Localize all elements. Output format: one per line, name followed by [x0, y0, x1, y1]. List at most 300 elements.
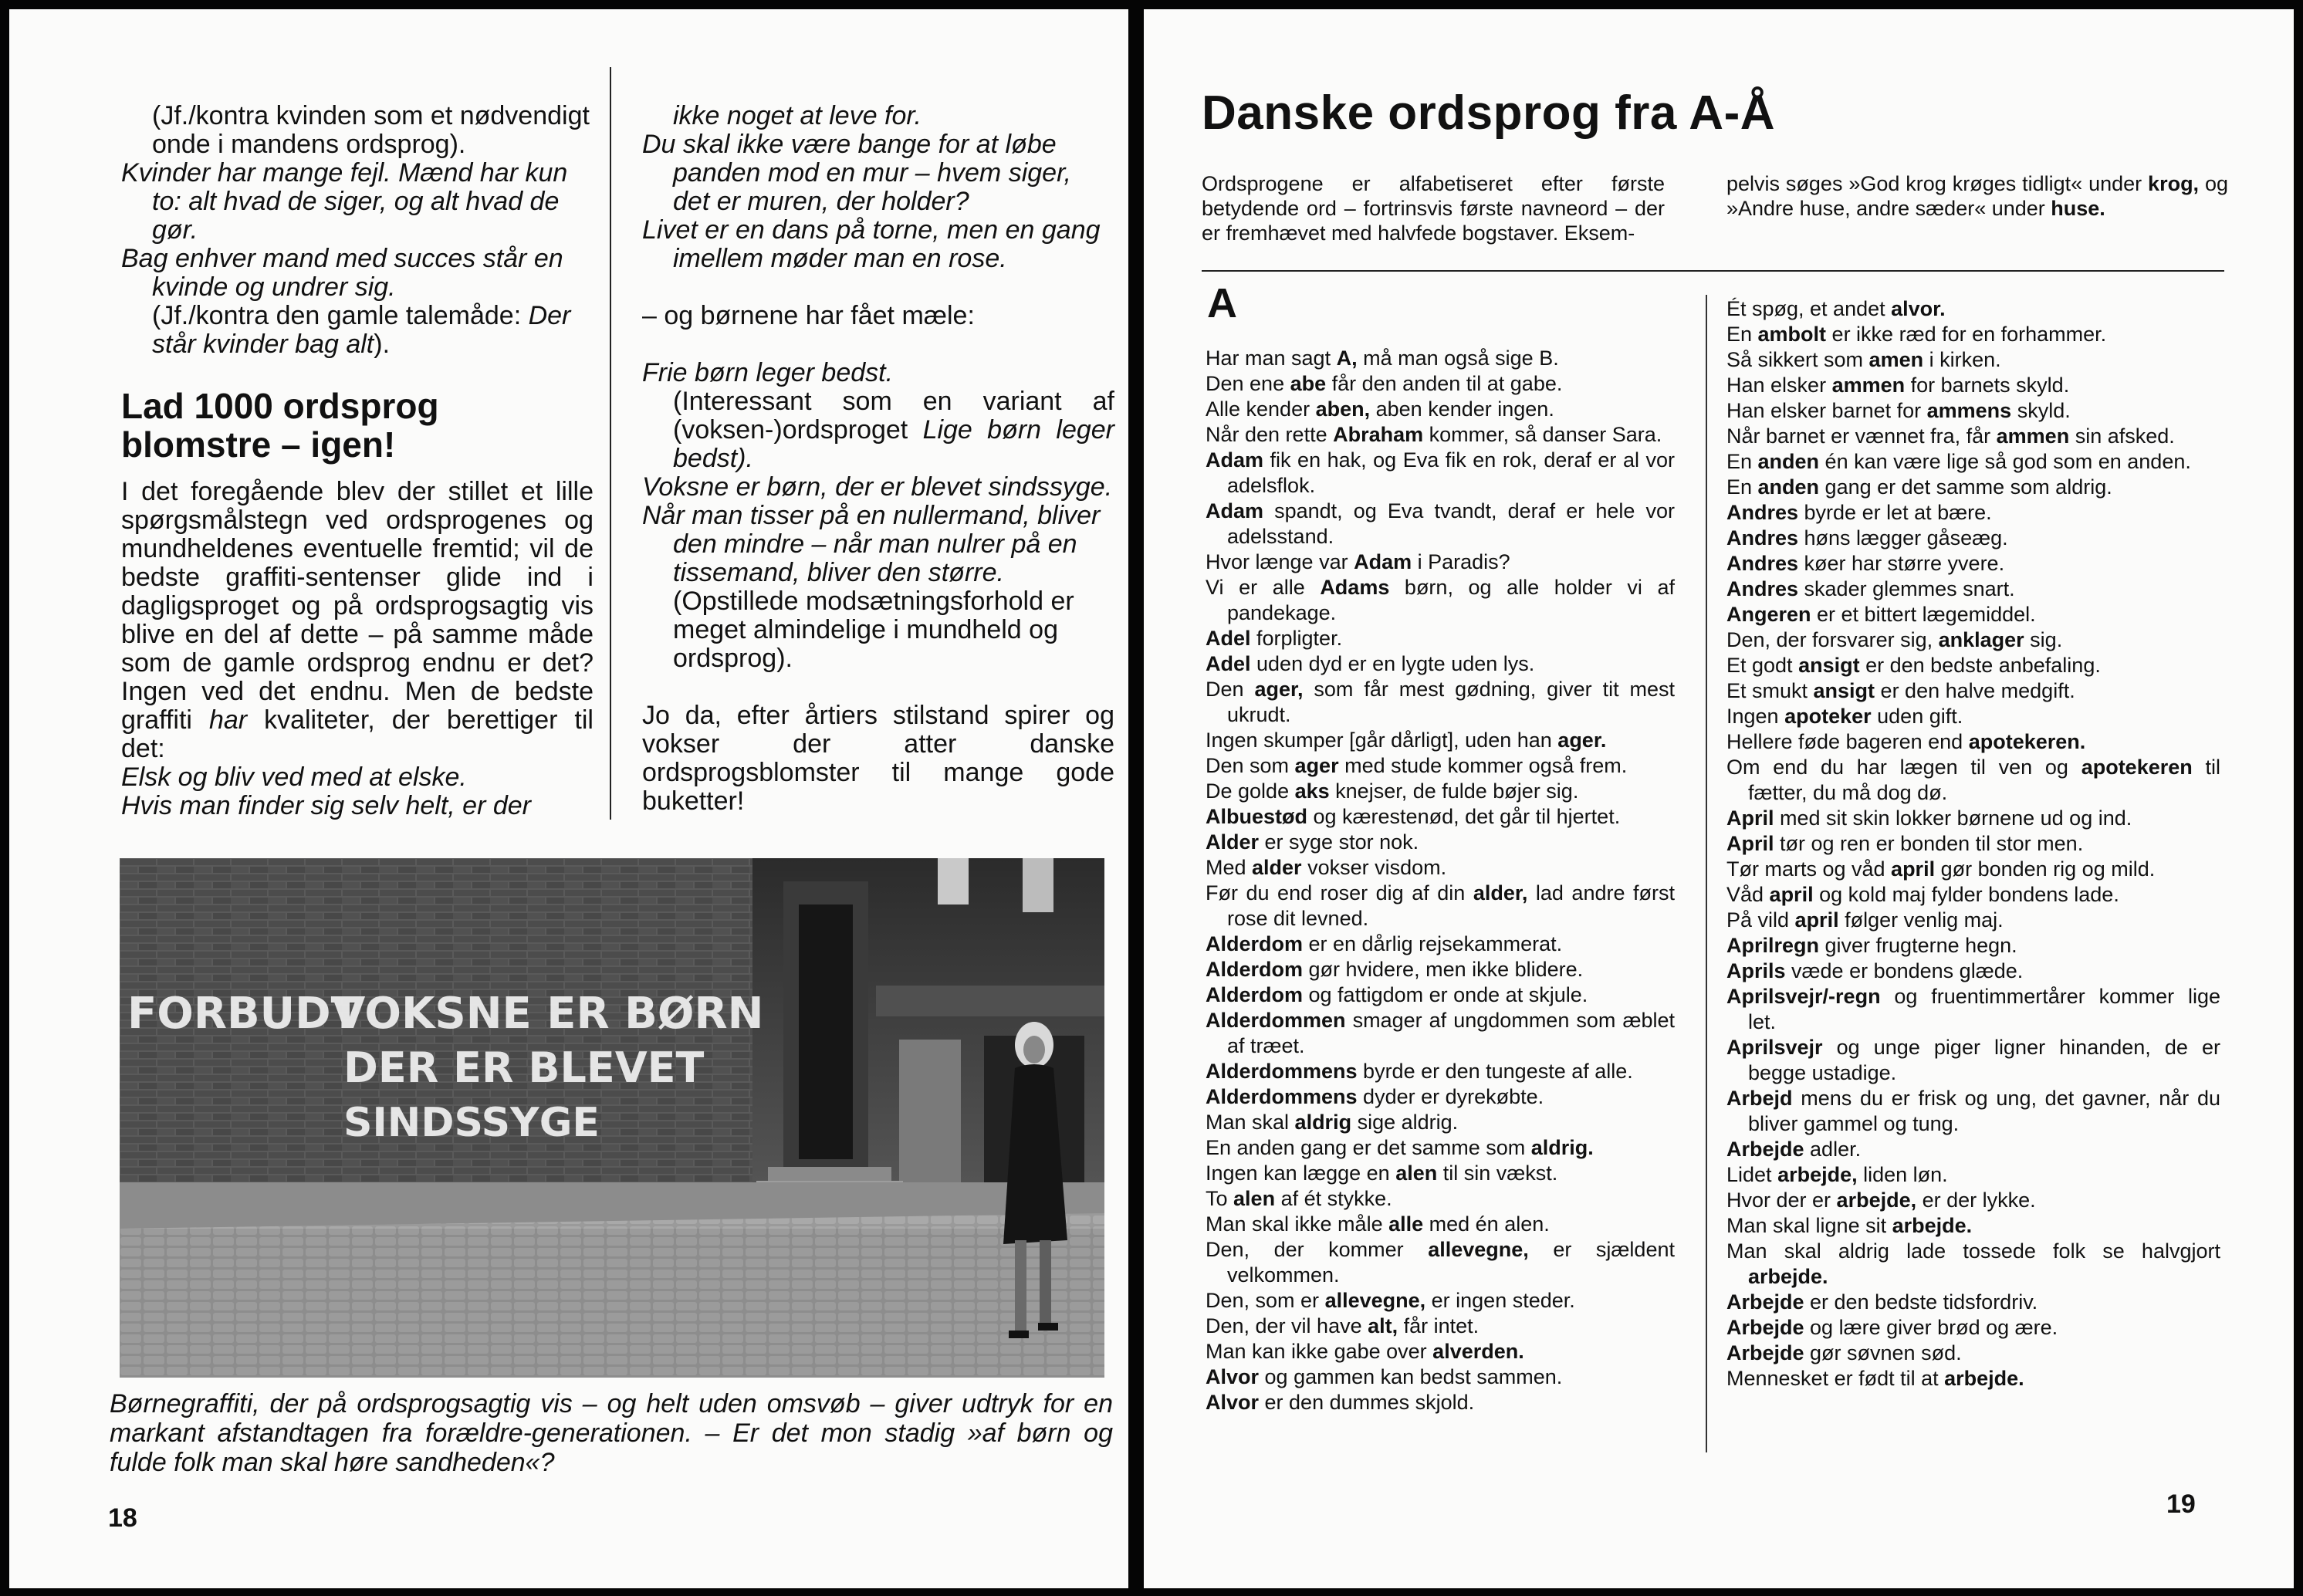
proverb-text: Den, der kommer: [1206, 1238, 1429, 1261]
proverb-text: er der lykke.: [1916, 1189, 2036, 1212]
proverb-keyword: allevegne,: [1324, 1289, 1426, 1312]
horizontal-rule: [1202, 270, 2224, 272]
proverb-keyword: Aprilsvejr: [1726, 1036, 1823, 1059]
proverb-text: forpligter.: [1250, 627, 1343, 650]
proverb-text: uden gift.: [1871, 705, 1963, 728]
proverb-entry: [1206, 779, 1675, 804]
proverb-text: og lære giver brød og ære.: [1804, 1316, 2058, 1339]
proverb-keyword: alverden.: [1432, 1340, 1524, 1363]
proverb-text: Den som: [1206, 754, 1295, 777]
proverb-keyword: anklager: [1938, 628, 2024, 651]
proverb-text: Ingen: [1726, 705, 1785, 728]
proverb-entry: [1206, 346, 1675, 371]
intro-2-text-b: og »Andre huse, andre sæder« under: [1726, 172, 2228, 220]
proverb-keyword: Arbejde: [1726, 1341, 1804, 1364]
proverb-text: er den halve medgift.: [1875, 679, 2075, 702]
proverb-keyword: allevegne,: [1428, 1238, 1529, 1261]
proverb-keyword: alen: [1233, 1187, 1276, 1210]
col2-list-quote: (Opstillede modsætningsforhold er meget almindelige i mundheld og ordsprog).: [673, 587, 1074, 673]
proverb-text: og kold maj fylder bondens lade.: [1813, 883, 2119, 906]
col1-bottom-quote: Hvis man finder sig selv helt, er der: [121, 791, 531, 820]
proverb-text: giver frugterne hegn.: [1819, 934, 2017, 957]
proverb-entry: [1726, 1290, 2220, 1315]
proverb-keyword: Adam: [1206, 499, 1264, 522]
col2-top-quote: Du skal ikke være bange for at løbe panden mod en mur – hvem siger, det er muren, der holder?: [642, 130, 1071, 216]
proverb-entry: [1726, 984, 2220, 1035]
proverb-keyword: Andres: [1726, 501, 1799, 524]
proverb-text: sige aldrig.: [1351, 1111, 1459, 1134]
proverb-entry: [1206, 881, 1675, 932]
graffiti-photo: [120, 858, 1104, 1378]
right-page: [1144, 9, 2294, 1588]
proverb-keyword: ansigt: [1813, 679, 1875, 702]
proverb-text: får den anden til at gabe.: [1326, 372, 1563, 395]
proverb-entry: [1206, 1390, 1675, 1415]
proverb-entry: [1726, 500, 2220, 526]
jf-note-end: ).: [374, 330, 391, 359]
proverb-text: Ét spøg, et andet: [1726, 297, 1892, 320]
proverb-keyword: ambolt: [1757, 323, 1827, 346]
proverb-text: smager af ungdommen som æblet af træet.: [1227, 1009, 1675, 1057]
graffiti-line-2: DER ER BLEVET: [343, 1043, 705, 1092]
proverb-keyword: arbejde.: [1748, 1265, 1828, 1288]
proverb-keyword: Alderdommen: [1206, 1009, 1346, 1032]
proverb-text: Hvor der er: [1726, 1189, 1837, 1212]
proverb-text: Hvor længe var: [1206, 550, 1354, 573]
proverb-entry: [1726, 526, 2220, 551]
proverb-entry: [1206, 982, 1675, 1008]
proverb-text: er den dummes skjold.: [1259, 1391, 1475, 1414]
proverb-keyword: Alderdommens: [1206, 1085, 1358, 1108]
proverb-entry: [1726, 755, 2220, 806]
proverb-keyword: Alderdom: [1206, 932, 1304, 955]
proverb-keyword: ammen: [1831, 374, 1906, 397]
proverb-keyword: arbejde,: [1777, 1163, 1858, 1186]
proverb-text: er ikke ræd for en forhammer.: [1826, 323, 2107, 346]
body-end: kvaliteter, der berettiger til det:: [121, 705, 594, 763]
proverb-keyword: Aprilregn: [1726, 934, 1820, 957]
proverb-text: Så sikkert som: [1726, 348, 1869, 371]
proverb-entry: [1726, 551, 2220, 577]
proverb-text: Et smukt: [1726, 679, 1814, 702]
proverb-keyword: Andres: [1726, 552, 1799, 575]
proverb-keyword: Alderdommens: [1206, 1060, 1358, 1083]
proverb-entry: [1206, 804, 1675, 830]
children-intro: – og børnene har fået mæle:: [642, 301, 975, 330]
left-column-1: [121, 102, 594, 820]
proverb-entry: [1726, 857, 2220, 882]
graffiti-line-1: VOKSNE ER BØRN: [332, 989, 764, 1039]
proverb-text: gang er det samme som aldrig.: [1819, 475, 2112, 499]
proverb-text: lad andre først rose dit levned.: [1227, 881, 1675, 930]
proverb-entry: [1726, 831, 2220, 857]
proverb-text: af ét stykke.: [1275, 1187, 1392, 1210]
proverb-entry: [1206, 830, 1675, 855]
proverb-text: følger venlig maj.: [1838, 908, 2004, 932]
proverb-entry: [1726, 704, 2220, 729]
children-quote-1: Frie børn leger bedst.: [642, 358, 894, 387]
proverb-entry: [1206, 1237, 1675, 1288]
proverb-entry: [1726, 1086, 2220, 1137]
proverb-keyword: Adam: [1206, 448, 1264, 472]
proverb-keyword: amen: [1868, 348, 1924, 371]
page-number-left: 18: [108, 1503, 137, 1533]
proverb-text: uden dyd er en lygte uden lys.: [1250, 652, 1535, 675]
proverb-entry: [1726, 347, 2220, 373]
proverb-entry: [1206, 1161, 1675, 1186]
proverb-text: skader glemmes snart.: [1798, 577, 2015, 600]
proverb-entry: [1206, 1110, 1675, 1135]
proverb-text: gør hvidere, men ikke blidere.: [1303, 958, 1584, 981]
proverb-keyword: Adams: [1320, 576, 1390, 599]
proverb-keyword: anden: [1757, 475, 1820, 499]
note-pre: (Interessant som en variant af (voksen-)ordsproget: [673, 387, 1114, 445]
proverb-keyword: Alderdom: [1206, 958, 1304, 981]
proverb-entry: [1206, 753, 1675, 779]
proverb-text: er den bedste tidsfordriv.: [1804, 1290, 2038, 1314]
proverb-entry: [1206, 651, 1675, 677]
proverb-keyword: ammen: [1996, 424, 2070, 448]
proverb-entry: [1206, 1084, 1675, 1110]
proverb-text: Man skal aldrig lade tossede folk se halvgjort: [1726, 1239, 2220, 1263]
proverb-list-col1: [1206, 346, 1675, 1415]
proverb-entry: [1726, 296, 2220, 322]
proverb-entry: [1726, 1035, 2220, 1086]
proverb-text: Vi er alle: [1206, 576, 1321, 599]
proverb-keyword: april: [1891, 857, 1936, 881]
proverb-keyword: Andres: [1726, 577, 1799, 600]
proverb-entry: [1206, 575, 1675, 626]
intro-2-bold-b: huse.: [2051, 197, 2105, 220]
proverb-text: Den, der forsvarer sig,: [1726, 628, 1939, 651]
proverb-keyword: alen: [1395, 1161, 1438, 1185]
jf-note-quote: Der står kvinder bag alt: [152, 301, 571, 359]
proverb-entry: [1206, 677, 1675, 728]
proverb-keyword: alt,: [1368, 1314, 1398, 1337]
proverb-entry: [1206, 1288, 1675, 1314]
intro-2-bold-a: krog,: [2148, 172, 2200, 195]
proverb-entry: [1206, 1212, 1675, 1237]
proverb-keyword: alder,: [1473, 881, 1528, 905]
jf-note: [121, 302, 594, 359]
col2-top-quote: Livet er en dans på torne, men en gang imellem møder man en rose.: [642, 215, 1101, 273]
proverb-keyword: Alder: [1206, 830, 1260, 854]
page-number-right: 19: [2166, 1489, 2196, 1519]
proverb-entry: [1726, 1162, 2220, 1188]
proverb-text: To: [1206, 1187, 1234, 1210]
proverb-text: Han elsker: [1726, 374, 1832, 397]
proverb-entry: [1206, 855, 1675, 881]
proverb-keyword: alle: [1388, 1212, 1424, 1236]
proverb-keyword: aldrig.: [1530, 1136, 1594, 1159]
proverb-text: Den ene: [1206, 372, 1290, 395]
proverb-text: og kærestenød, det går til hjertet.: [1307, 805, 1621, 828]
proverb-keyword: ammens: [1926, 399, 2012, 422]
proverb-entry: [1726, 1213, 2220, 1239]
proverb-text: får intet.: [1398, 1314, 1480, 1337]
proverb-text: er den bedste anbefaling.: [1859, 654, 2101, 677]
proverb-keyword: anden: [1757, 450, 1820, 473]
proverb-text: køer har større yvere.: [1798, 552, 2005, 575]
proverb-entry: [1206, 1059, 1675, 1084]
proverb-keyword: Albuestød: [1206, 805, 1307, 828]
proverb-keyword: april: [1794, 908, 1839, 932]
proverb-keyword: aldrig: [1294, 1111, 1352, 1134]
proverb-text: som får mest gødning, giver tit mest ukrudt.: [1227, 678, 1675, 726]
proverb-text: Tør marts og våd: [1726, 857, 1892, 881]
body-italic: har: [208, 705, 248, 735]
proverb-entry: [1726, 933, 2220, 959]
proverb-text: Et godt: [1726, 654, 1799, 677]
left-column-2: [642, 102, 1114, 816]
col1-top-quote: (Jf./kontra kvinden som et nødvendigt onde i mandens ordsprog).: [152, 101, 590, 159]
intro-paragraph-2: [1726, 171, 2228, 221]
proverb-text: Før du end roser dig af din: [1206, 881, 1473, 905]
proverb-keyword: arbejde.: [1944, 1367, 2024, 1390]
col2-children-quotes: [642, 473, 1114, 673]
body-text: I det foregående blev der stillet et lille spørgsmålstegn ved ordsprogenes og mundheldenes eventuelle fremtid; vil de bedste graffiti-sentenser glide ind i dagligsproget og på ordsprogsagtig vis blive en del af dette – på samme måde som de gamle ordsprog endnu er det? Ingen ved det endnu. Men de bedste graffiti: [121, 477, 594, 735]
proverb-text: mens du er frisk og ung, det gavner, når du bliver gammel og tung.: [1748, 1087, 2220, 1135]
proverb-text: Med: [1206, 856, 1253, 879]
proverb-entry: [1726, 729, 2220, 755]
proverb-text: adler.: [1804, 1138, 1862, 1161]
proverb-entry: [1726, 959, 2220, 984]
proverb-text: vokser visdom.: [1301, 856, 1447, 879]
proverb-text: i Paradis?: [1412, 550, 1510, 573]
body-paragraph: [121, 478, 594, 763]
proverb-text: gør søvnen sød.: [1804, 1341, 1962, 1364]
proverb-keyword: Adel: [1206, 652, 1251, 675]
proverb-keyword: April: [1726, 806, 1774, 830]
proverb-entry: [1726, 908, 2220, 933]
graffiti-photo-image: [120, 858, 1104, 1378]
proverb-text: tør og ren er bonden til stor men.: [1774, 832, 2084, 855]
proverb-text: Man kan ikke gabe over: [1206, 1340, 1433, 1363]
proverb-entry: [1206, 1339, 1675, 1364]
proverb-text: Har man sagt: [1206, 347, 1337, 370]
proverb-text: byrde er let at bære.: [1798, 501, 1992, 524]
proverb-text: er et bittert lægemiddel.: [1811, 603, 2036, 626]
proverb-keyword: aks: [1294, 779, 1330, 803]
proverb-entry: [1206, 1364, 1675, 1390]
proverb-text: Når barnet er vænnet fra, får: [1726, 424, 1997, 448]
proverb-text: En anden gang er det samme som: [1206, 1136, 1531, 1159]
proverb-keyword: apotekeren.: [1968, 730, 2086, 753]
proverb-text: Når den rette: [1206, 423, 1334, 446]
children-quote-1-note: [642, 387, 1114, 473]
proverb-text: for barnets skyld.: [1905, 374, 2070, 397]
proverb-entry: [1726, 1188, 2220, 1213]
proverb-keyword: apotekeren: [2081, 756, 2193, 779]
proverb-text: dyder er dyrekøbte.: [1357, 1085, 1544, 1108]
proverb-text: skyld.: [2011, 399, 2071, 422]
proverb-entry: [1206, 549, 1675, 575]
proverb-text: byrde er den tungeste af alle.: [1357, 1060, 1633, 1083]
proverb-text: Hellere føde bageren end: [1726, 730, 1969, 753]
proverb-entry: [1206, 1135, 1675, 1161]
proverb-entry: [1726, 577, 2220, 602]
proverb-entry: [1726, 678, 2220, 704]
proverb-text: Den, der vil have: [1206, 1314, 1368, 1337]
proverb-keyword: ansigt: [1798, 654, 1860, 677]
proverb-keyword: Alvor: [1206, 1391, 1260, 1414]
proverb-text: til sin vækst.: [1437, 1161, 1558, 1185]
col1-top-quote: Kvinder har mange fejl. Mænd har kun to: alt hvad de siger, og alt hvad de gør.: [121, 158, 568, 245]
proverb-text: aben kender ingen.: [1370, 397, 1554, 421]
column-divider: [610, 67, 611, 820]
proverb-entry: [1726, 882, 2220, 908]
proverb-keyword: Angeren: [1726, 603, 1811, 626]
proverb-text: Ingen skumper [går dårligt], uden han: [1206, 729, 1558, 752]
proverb-entry: [1726, 322, 2220, 347]
proverb-text: og unge piger ligner hinanden, de er begge ustadige.: [1748, 1036, 2220, 1084]
col2-list-quote: Når man tisser på en nullermand, bliver den mindre – når man nulrer på en tissemand, bliver den større.: [642, 501, 1101, 587]
proverb-text: er ingen steder.: [1425, 1289, 1575, 1312]
proverb-text: liden løn.: [1857, 1163, 1948, 1186]
proverb-text: sig.: [2024, 628, 2063, 651]
proverb-text: i kirken.: [1923, 348, 2001, 371]
proverb-keyword: ager,: [1254, 678, 1304, 701]
col1-top-quote: Bag enhver mand med succes står en kvinde og undrer sig.: [121, 244, 563, 302]
proverb-text: Man skal: [1206, 1111, 1295, 1134]
proverb-text: med sit skin lokker børnene ud og ind.: [1774, 806, 2132, 830]
proverb-entry: [1206, 422, 1675, 448]
proverb-keyword: Aprils: [1726, 959, 1786, 982]
column-divider-right: [1706, 295, 1707, 1452]
proverb-keyword: alder: [1252, 856, 1302, 879]
col1-bottom-quotes: [121, 763, 594, 820]
proverb-text: En: [1726, 475, 1758, 499]
proverb-keyword: Arbejde: [1726, 1138, 1804, 1161]
proverb-text: Den, som er: [1206, 1289, 1325, 1312]
proverb-text: gør bonden rig og mild.: [1935, 857, 2156, 881]
proverb-entry: [1206, 1008, 1675, 1059]
proverb-keyword: arbejde,: [1836, 1189, 1917, 1212]
col2-list-quote: Voksne er børn, der er blevet sindssyge.: [642, 472, 1113, 502]
proverb-text: væde er bondens glæde.: [1785, 959, 2024, 982]
proverb-keyword: A,: [1336, 347, 1358, 370]
proverb-entry: [1726, 653, 2220, 678]
proverb-text: En: [1726, 450, 1758, 473]
proverb-entry: [1726, 602, 2220, 627]
left-page: [9, 9, 1128, 1588]
proverb-keyword: apoteker: [1784, 705, 1872, 728]
proverb-entry: [1726, 806, 2220, 831]
proverb-keyword: Arbejd: [1726, 1087, 1793, 1110]
proverb-entry: [1206, 728, 1675, 753]
proverb-entry: [1206, 1186, 1675, 1212]
proverb-text: og gammen kan bedst sammen.: [1259, 1365, 1563, 1388]
proverb-text: Han elsker barnet for: [1726, 399, 1927, 422]
proverb-text: er en dårlig rejsekammerat.: [1303, 932, 1563, 955]
proverb-entry: [1726, 373, 2220, 398]
proverb-keyword: Alvor: [1206, 1365, 1260, 1388]
proverb-text: Alle kender: [1206, 397, 1316, 421]
col2-top-quote: ikke noget at leve for.: [673, 101, 922, 130]
proverb-text: Lidet: [1726, 1163, 1778, 1186]
proverb-entry: [1726, 1341, 2220, 1366]
photo-caption: Børnegraffiti, der på ordsprogsagtig vis – og helt uden omsvøb – giver udtryk for en markant afstandtagen fra forældre-generationen. – Er det mon stadig »af børn og fulde folk man skal høre sandheden«?: [110, 1389, 1113, 1477]
col2-top-quotes: [642, 102, 1114, 273]
proverb-entry: [1206, 397, 1675, 422]
proverb-text: børn, og alle holder vi af pandekage.: [1227, 576, 1675, 624]
proverb-keyword: ager.: [1557, 729, 1607, 752]
section-heading: Lad 1000 ordsprog blomstre – igen!: [121, 386, 439, 465]
intro-2-text-a: pelvis søges »God krog krøges tidligt« under: [1726, 172, 2149, 195]
col1-bottom-quote: Elsk og bliv ved med at elske.: [121, 762, 467, 792]
proverb-entry: [1206, 448, 1675, 499]
graffiti-word-1: FORBUDT: [127, 989, 360, 1039]
proverb-text: spandt, og Eva tvandt, deraf er hele vor adelsstand.: [1227, 499, 1675, 548]
proverb-entry: [1726, 449, 2220, 475]
proverb-text: er sjældent velkommen.: [1227, 1238, 1675, 1287]
proverb-entry: [1206, 957, 1675, 982]
proverb-text: Våd: [1726, 883, 1770, 906]
proverb-text: og fattigdom er onde at skjule.: [1303, 983, 1588, 1006]
proverb-text: Man skal ligne sit: [1726, 1214, 1892, 1237]
proverb-keyword: Adam: [1354, 550, 1412, 573]
proverb-keyword: Alderdom: [1206, 983, 1304, 1006]
proverb-text: med én alen.: [1423, 1212, 1550, 1236]
proverb-entry: [1726, 475, 2220, 500]
proverb-entry: [1726, 1315, 2220, 1341]
proverb-entry: [1726, 398, 2220, 424]
proverb-text: De golde: [1206, 779, 1295, 803]
closing-paragraph: Jo da, efter årtiers stilstand spirer og vokser der atter danske ordsprogsblomster til mange gode buketter!: [642, 701, 1114, 816]
proverb-text: med stude kommer også frem.: [1338, 754, 1628, 777]
proverb-text: Om end du har lægen til ven og: [1726, 756, 2081, 779]
proverb-text: knejser, de fulde bøjer sig.: [1329, 779, 1579, 803]
proverb-text: Mennesket er født til at: [1726, 1367, 1945, 1390]
proverb-entry: [1726, 627, 2220, 653]
col1-top-quotes: [121, 102, 594, 302]
proverb-keyword: Aprilsvejr/-regn: [1726, 985, 1881, 1008]
proverb-keyword: Abraham: [1333, 423, 1424, 446]
proverb-text: Man skal ikke måle: [1206, 1212, 1389, 1236]
proverb-keyword: abe: [1290, 372, 1327, 395]
proverb-text: høns lægger gåseæg.: [1798, 526, 2008, 549]
proverb-text: Ingen kan lægge en: [1206, 1161, 1396, 1185]
proverb-keyword: ager: [1294, 754, 1339, 777]
proverb-keyword: April: [1726, 832, 1774, 855]
intro-paragraph-1: Ordsprogene er alfabetiseret efter første betydende ord – fortrinsvis første navneord – der er fremhævet med halvfede bogstaver. Eksem-: [1202, 172, 1665, 245]
proverb-keyword: aben,: [1315, 397, 1371, 421]
proverb-entry: [1726, 1366, 2220, 1391]
proverb-text: må man også sige B.: [1357, 347, 1559, 370]
graffiti-line-3: SINDSSYGE: [343, 1100, 600, 1146]
jf-note-label: (Jf./kontra den gamle talemåde:: [152, 301, 529, 330]
proverb-entry: [1206, 371, 1675, 397]
page-title: Danske ordsprog fra A-Å: [1202, 86, 1775, 140]
proverb-keyword: Arbejde: [1726, 1316, 1804, 1339]
proverb-text: kommer, så danser Sara.: [1423, 423, 1662, 446]
proverb-text: fik en hak, og Eva fik en rok, deraf er al vor adelsflok.: [1227, 448, 1675, 497]
proverb-keyword: Arbejde: [1726, 1290, 1804, 1314]
proverb-list-col2: [1726, 296, 2220, 1391]
proverb-entry: [1206, 1314, 1675, 1339]
proverb-text: Den: [1206, 678, 1255, 701]
proverb-keyword: april: [1769, 883, 1814, 906]
proverb-text: er syge stor nok.: [1259, 830, 1419, 854]
proverb-text: sin afsked.: [2069, 424, 2175, 448]
proverb-entry: [1726, 1137, 2220, 1162]
proverb-entry: [1206, 932, 1675, 957]
proverb-text: til fætter, du må dog dø.: [1748, 756, 2220, 804]
section-letter: A: [1207, 280, 1237, 326]
proverb-entry: [1726, 424, 2220, 449]
proverb-text: og fruentimmertårer kommer lige let.: [1748, 985, 2220, 1033]
proverb-keyword: arbejde.: [1892, 1214, 1973, 1237]
